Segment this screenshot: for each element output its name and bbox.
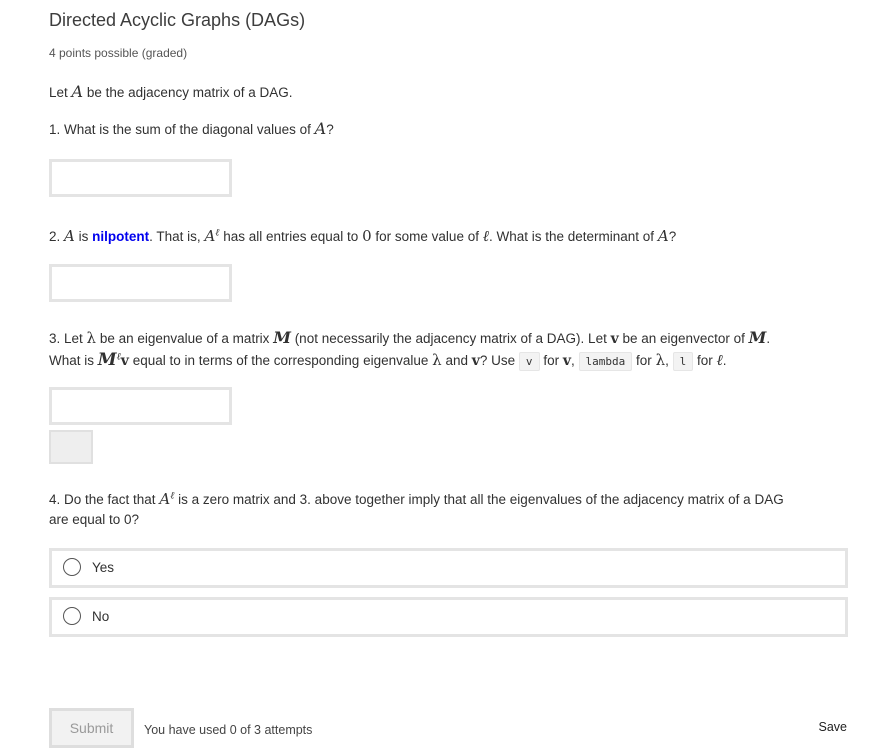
question-1-text: 1. What is the sum of the diagonal values of A? xyxy=(49,119,334,138)
choice-no[interactable] xyxy=(49,597,848,637)
choice-no-label: No xyxy=(92,609,110,624)
code-v: v xyxy=(519,352,540,371)
submit-button[interactable]: Submit xyxy=(49,708,134,748)
code-l: l xyxy=(673,352,694,371)
radio-yes[interactable] xyxy=(63,558,81,576)
question-3-line-2: What is $M^\ell v$ equal to in terms of the corresponding eigenvalue λ and v? Use v for v, lambda for λ, l for ℓ. xyxy=(49,350,727,370)
radio-no[interactable] xyxy=(63,607,81,625)
answer-input-2[interactable] xyxy=(49,264,232,302)
nilpotent-link[interactable]: nilpotent xyxy=(92,229,150,244)
choice-yes[interactable] xyxy=(49,548,848,588)
question-4-line-2: are equal to 0? xyxy=(49,512,140,527)
points-info: 4 points possible (graded) xyxy=(49,46,188,60)
answer-input-1[interactable] xyxy=(49,159,232,197)
code-lambda: lambda xyxy=(579,352,633,371)
question-3-line-1: 3. Let λ be an eigenvalue of a matrix M (not necessarily the adjacency matrix of a DAG). Let v be an eigenvector of M. xyxy=(49,328,771,347)
choice-yes-label: Yes xyxy=(92,560,115,575)
problem-title: Directed Acyclic Graphs (DAGs) xyxy=(49,10,306,30)
intro-text: Let A be the adjacency matrix of a DAG. xyxy=(49,82,293,101)
answer-input-3[interactable] xyxy=(49,387,232,425)
question-4-line-1: 4. Do the fact that $A^\ell$ is a zero matrix and 3. above together imply that all the eigenvalues of the adjacency matrix of a DAG xyxy=(49,490,784,508)
attempts-text: You have used 0 of 3 attempts xyxy=(144,723,313,737)
preview-button[interactable] xyxy=(49,430,93,464)
question-2-text: 2. A is nilpotent. That is, $A^\ell$ has all entries equal to 0 for some value of ℓ. What is the determinant of A? xyxy=(49,227,677,245)
save-button[interactable]: Save xyxy=(818,720,847,734)
